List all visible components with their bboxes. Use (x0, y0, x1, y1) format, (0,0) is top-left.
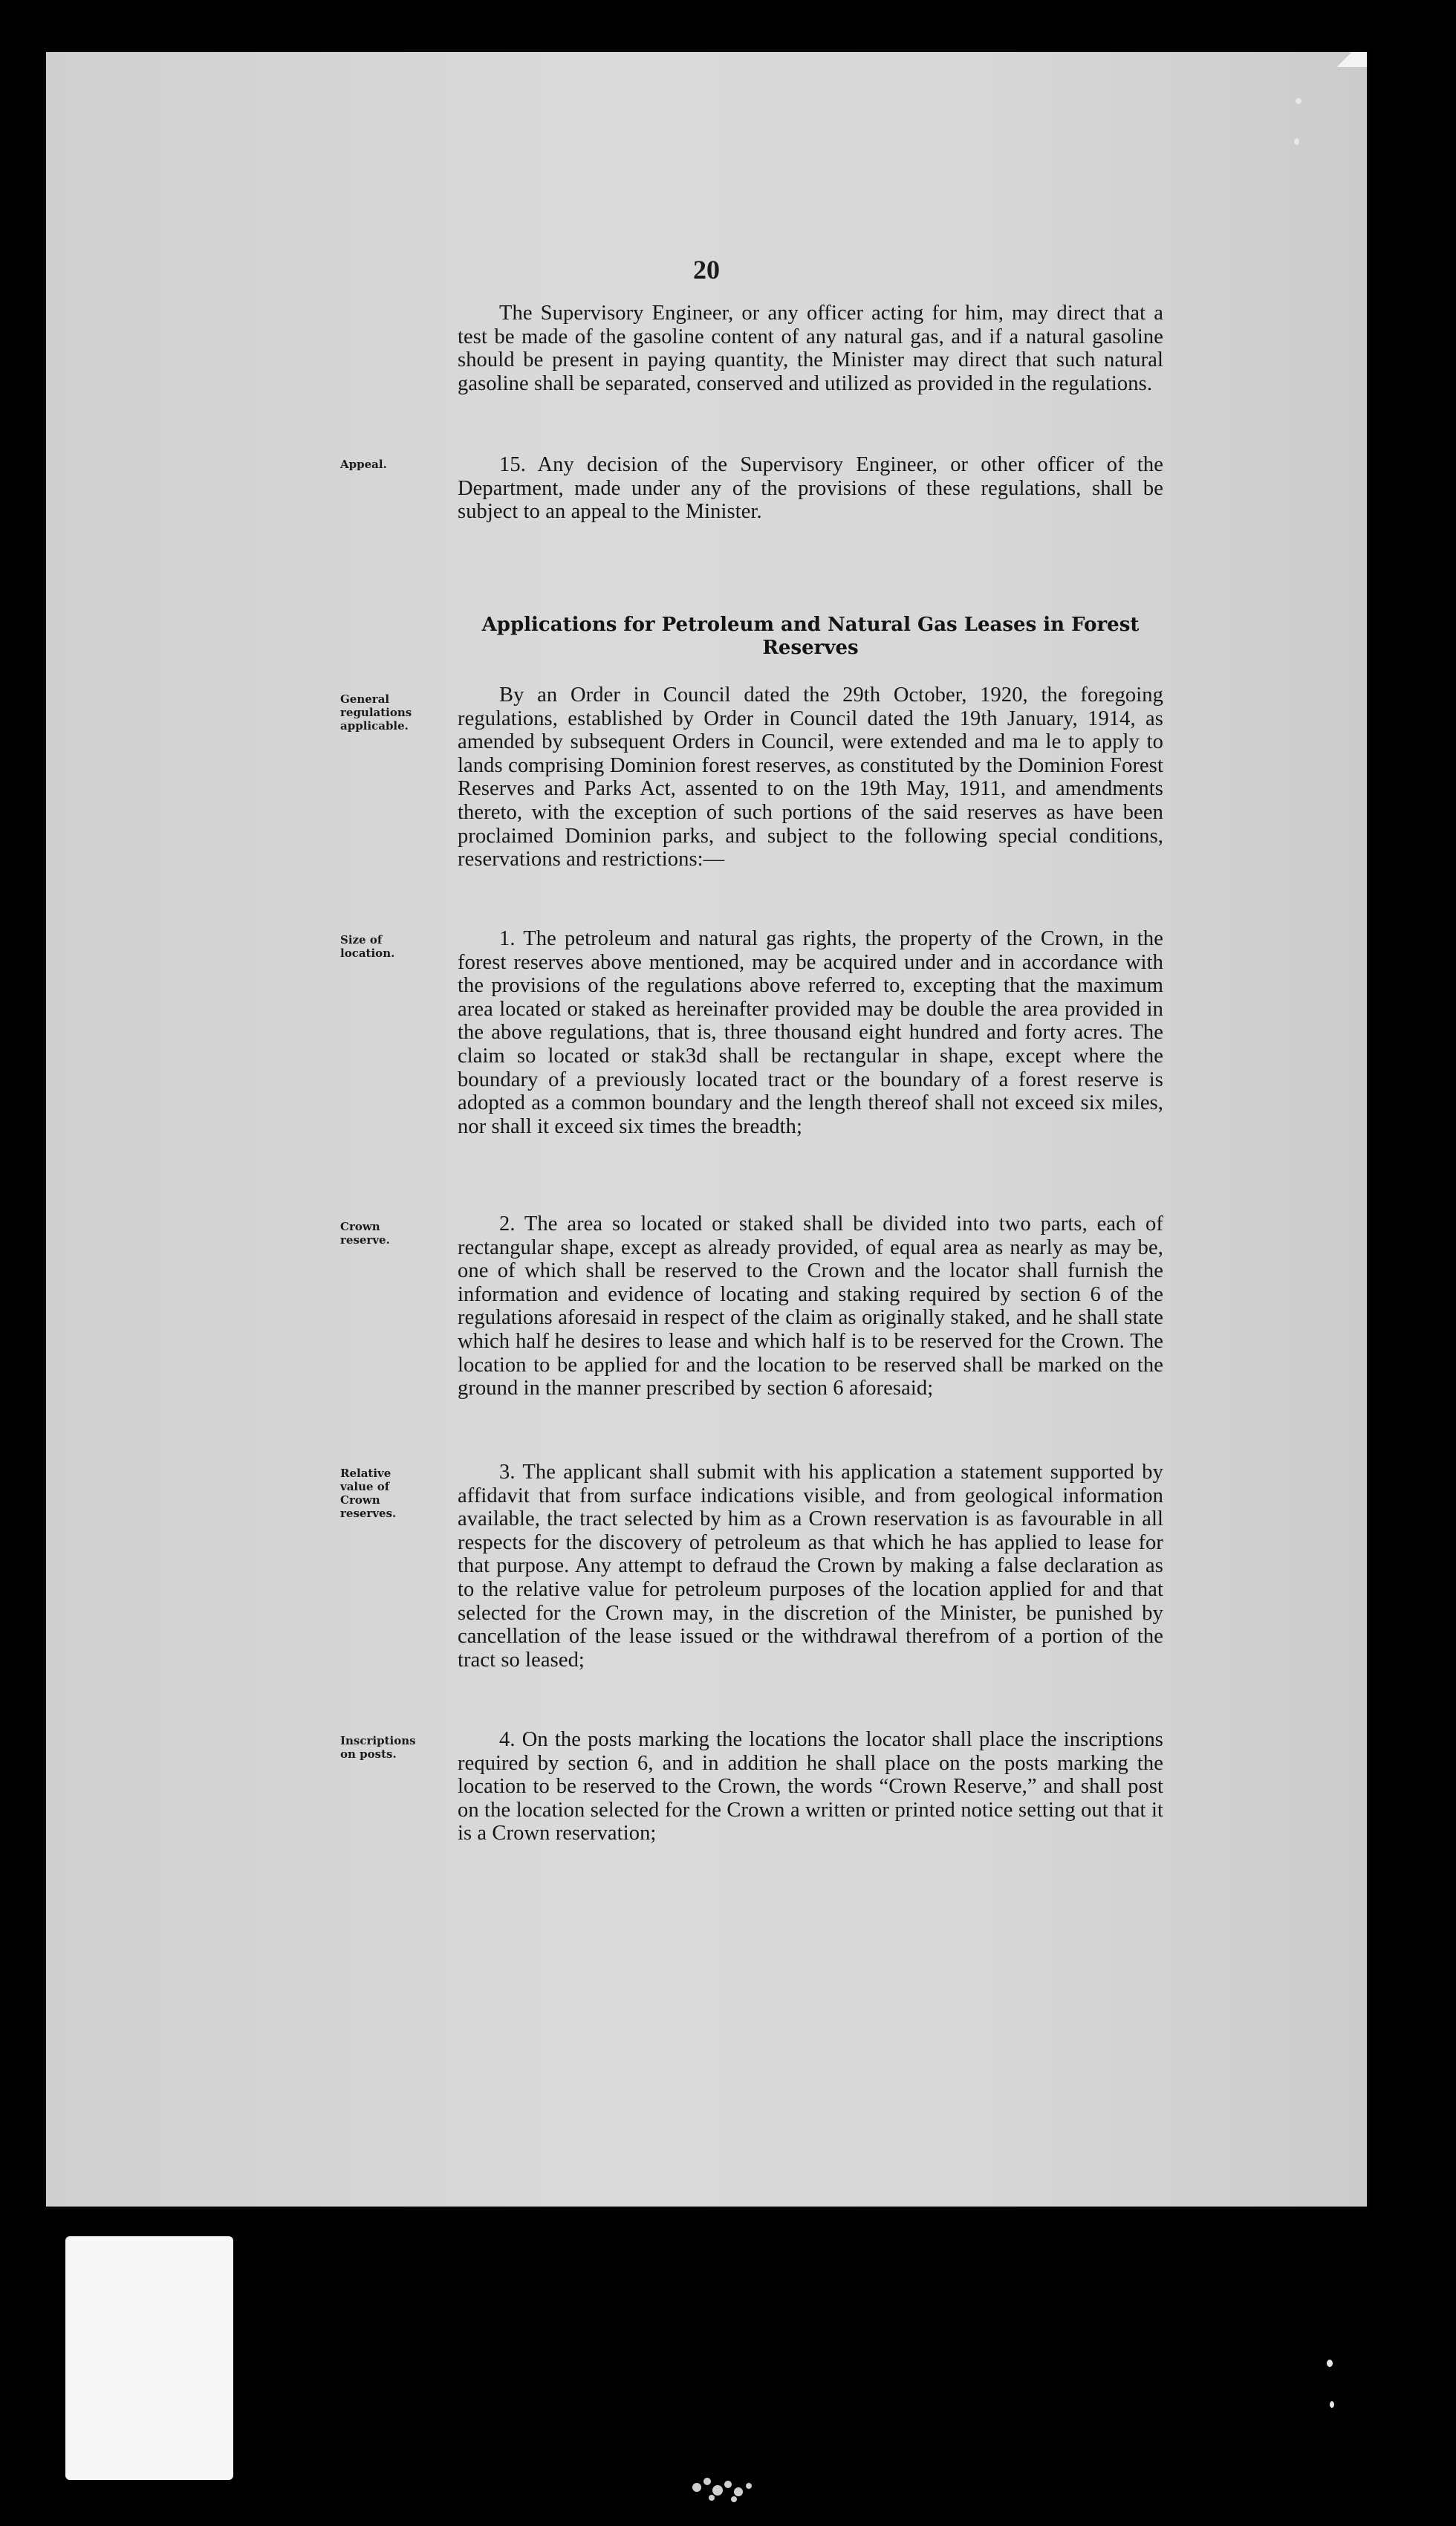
margin-note-line: Crown (340, 1493, 380, 1507)
margin-note-crown-reserve (340, 1220, 444, 1247)
paragraph-text: 15. Any decision of the Supervisory Engineer, or other officer of the Department, made under any of the provisions of these regulations, shall be subject to an appeal to the Minister. (458, 453, 1163, 524)
margin-note-line: Relative (340, 1467, 391, 1480)
dust-speck (1294, 138, 1299, 145)
margin-note-line: on posts. (340, 1747, 397, 1761)
margin-note-general-regulations (340, 692, 444, 733)
margin-note-line: location. (340, 947, 395, 960)
margin-note-line: regulations (340, 706, 412, 719)
margin-note-line: reserves. (340, 1507, 397, 1520)
margin-note-line: Appeal. (340, 458, 387, 471)
paragraph-gasoline-test (458, 302, 1163, 395)
margin-note-line: Inscriptions (340, 1734, 416, 1747)
paragraph-rule-2 (458, 1212, 1163, 1400)
paragraph-text: By an Order in Council dated the 29th October, 1920, the foregoing regulations, established by Order in Council dated the 19th January, 1914, as amended by subsequent Orders in Council, were extended and ma le to apply to lands comprising Dominion forest reserves, as constituted by the Dominion Forest Reserves and Parks Act, assented to on the 19th May, 1911, and amendments thereto, with the exception of such portions of the said reserves as have been proclaimed Dominion parks, and subject to the following special conditions, reservations and restrictions:— (458, 684, 1163, 871)
film-label-sticker (65, 2236, 233, 2480)
paragraph-appeal (458, 453, 1163, 524)
page-corner (1322, 52, 1367, 67)
dust-speck (1296, 98, 1301, 104)
margin-note-relative-value (340, 1467, 444, 1520)
margin-note-line: applicable. (340, 719, 409, 733)
margin-note-line: General (340, 692, 390, 706)
margin-note-inscriptions (340, 1734, 444, 1761)
document-page (46, 52, 1367, 2207)
margin-note-line: reserve. (340, 1233, 390, 1247)
dust-speck (1330, 2401, 1334, 2408)
margin-note-line: Crown (340, 1220, 380, 1233)
margin-note-size-of-location (340, 933, 444, 960)
paragraph-text: 3. The applicant shall submit with his application a statement supported by affidavit that from surface indications visible, and from geological information available, the tract selected by him as a Crown reservation is as favourable in all respects for the discovery of petroleum as that which he has applied to lease for that purpose. Any attempt to defraud the Crown by making a false declaration as to the relative value for petroleum purposes of the location applied for and that selected for the Crown may, in the discretion of the Minister, be punished by cancellation of the lease issued or the withdrawal therefrom of a portion of the tract so leased; (458, 1461, 1163, 1672)
paragraph-text: 1. The petroleum and natural gas rights, the property of the Crown, in the forest reserves above mentioned, may be acquired under and in accordance with the provisions of the regulations above referred to, excepting that the maximum area located or staked as hereinafter provided may be double the area provided in the above regulations, that is, three thousand eight hundred and forty acres. The claim so located or stak3d shall be rectangular in shape, except where the boundary of a previously located tract or the boundary of a forest reserve is adopted as a common boundary and the length thereof shall not exceed six miles, nor shall it exceed six times the breadth; (458, 927, 1163, 1138)
paragraph-rule-3 (458, 1461, 1163, 1672)
paragraph-order-in-council (458, 684, 1163, 871)
page-number: 20 (693, 255, 720, 285)
paragraph-rule-4 (458, 1728, 1163, 1845)
paragraph-text: The Supervisory Engineer, or any officer acting for him, may direct that a test be made of the gasoline content of any natural gas, and if a natural gasoline should be present in paying quantity, the Minister may direct that such natural gasoline shall be separated, conserved and utilized as provided in the regulations. (458, 302, 1163, 395)
margin-note-line: Size of (340, 933, 383, 947)
dust-speck (1327, 2360, 1333, 2367)
paragraph-text: 4. On the posts marking the locations the locator shall place the inscriptions required by section 6, and in addition he shall place on the posts marking the location to be reserved to the Crown, the words “Crown Reserve,” and shall post on the location selected for the Crown a written or printed notice setting out that it is a Crown reservation; (458, 1728, 1163, 1845)
paragraph-text: 2. The area so located or staked shall be divided into two parts, each of rectangular shape, except as already provided, of equal area as nearly as may be, one of which shall be reserved to the Crown and the locator shall furnish the information and evidence of locating and staking required by section 6 of the regulations aforesaid in respect of the claim as originally staked, and he shall state which half he desires to lease and which half is to be reserved for the Crown. The location to be applied for and the location to be reserved shall be marked on the ground in the manner prescribed by section 6 aforesaid; (458, 1212, 1163, 1400)
margin-note-line: value of (340, 1480, 390, 1493)
scan-smudge (682, 2465, 771, 2510)
margin-note-appeal (340, 458, 444, 471)
section-heading: Applications for Petroleum and Natural Gas Leases in Forest Reserves (481, 614, 1140, 659)
paragraph-rule-1 (458, 927, 1163, 1138)
